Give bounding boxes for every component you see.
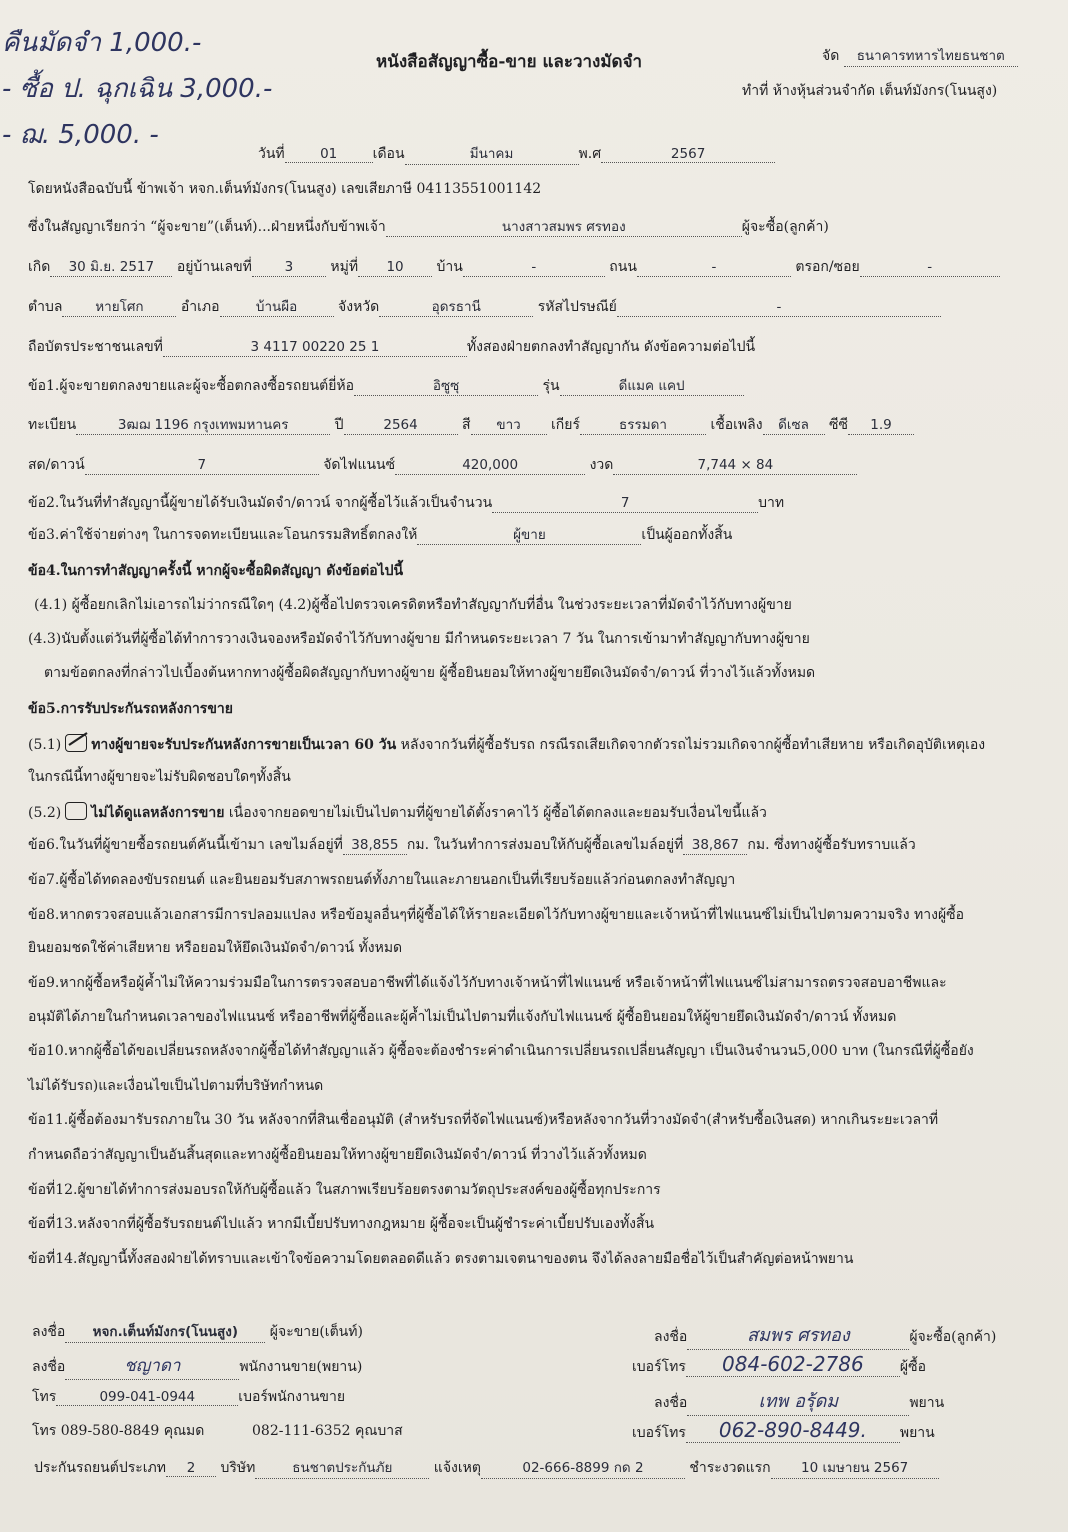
insurance-line xyxy=(34,1456,939,1479)
buyer-role: ผู้จะซื้อ(ลูกค้า) xyxy=(909,1329,997,1345)
clause-14: ข้อที่14.สัญญานี้ทั้งสองฝ่ายได้ทราบและเข้าใจข้อความโดยตลอดดีแล้ว ตรงตามเจตนาของตน จึงได้ลงลายมือชื่อไว้เป็นสำคัญต่อหน้าพยาน xyxy=(28,1251,854,1267)
postcode-value: - xyxy=(617,298,941,317)
finance-value: 420,000 xyxy=(395,456,585,475)
sales-signature: ชญาดา xyxy=(65,1352,239,1380)
seller-name: หจก.เต็นท์มังกร(โนนสูง) xyxy=(65,1320,265,1343)
clause-5-1 xyxy=(28,734,1048,754)
issuer-line xyxy=(822,44,1018,67)
document-title: หนังสือสัญญาซื้อ-ขาย และวางมัดจำ xyxy=(376,52,643,72)
clause-5-title: ข้อ5.การรับประกันรถหลังการขาย xyxy=(28,701,233,717)
sales-signature-line xyxy=(32,1352,362,1380)
car-cc: 1.9 xyxy=(848,416,914,435)
first-payment-label: ชำระงวดแรก xyxy=(689,1460,771,1476)
clause-5-2-text: เนื่องจากยอดขายไม่เป็นไปตามที่ผู้ขายได้ตั้งราคาไว้ ผู้ซื้อได้ตกลงและยอมรับเงื่อนไขนี้แล้ว xyxy=(228,805,767,821)
margin-note-refund: คืนมัดจำ 1,000.- xyxy=(2,28,202,58)
buyer-signature: สมพร ศรทอง xyxy=(687,1320,909,1350)
buyer-sign-label: ลงชื่อ xyxy=(654,1329,688,1345)
insurance-type-label: ประกันรถยนต์ประเภท xyxy=(34,1460,167,1476)
insurance-company-label: บริษัท xyxy=(220,1460,256,1476)
witness-tel-label: เบอร์โทร xyxy=(632,1425,686,1441)
clause-6-text-b: กม. ในวันทำการส่งมอบให้กับผู้ซื้อเลขไมล์อยู่ที่ xyxy=(406,837,684,853)
clause-8b: ยินยอมชดใช้ค่าเสียหาย หรือยอมให้ยึดเงินมัดจำ/ดาวน์ ทั้งหมด xyxy=(28,940,403,956)
clause-3-line xyxy=(28,526,1048,545)
id-card-line xyxy=(28,338,1048,357)
witness-role: พยาน xyxy=(909,1395,945,1411)
intro-line: โดยหนังสือฉบับนี้ ข้าพเจ้า หจก.เต็นท์มังกร(โนนสูง) เลขเสียภาษี 0411355100114​2 xyxy=(28,181,542,197)
id-value: 3 4117 00220 25 1 xyxy=(163,338,467,357)
sales-tel: 099-041-0944 xyxy=(56,1389,238,1406)
clause-1-label: ข้อ1.ผู้จะขายตกลงขายและผู้จะซื้อตกลงซื้อรถยนต์ยี่ห้อ xyxy=(28,378,355,394)
gear-label: เกียร์ xyxy=(551,417,580,433)
witness-tel-role: พยาน xyxy=(899,1425,935,1441)
clause-5-1b: ในกรณีนี้ทางผู้ขายจะไม่รับผิดชอบใดๆทั้งสิ้น xyxy=(28,769,291,785)
clause-8a: ข้อ8.หากตรวจสอบแล้วเอกสารมีการปลอมแปลง หรือข้อมูลอื่นๆที่ผู้ซื้อได้ให้รายละเอียดไว้กับทางผู้ขายและเจ้าหน้าที่ไฟแนนซ์ไม่เป็นไปตามความจริง ทางผู้ซื้อ xyxy=(28,907,965,923)
clause-10a: ข้อ10.หากผู้ซื้อได้ขอเปลี่ยนรถหลังจากผู้ซื้อได้ทำสัญญาแล้ว ผู้ซื้อจะต้องชำระค่าดำเนินการเปลี่ยนรถเปลี่ยนสัญญา เป็นเงินจำนวน5,000 บาท (ในกรณีที่ผู้ซื้อยัง xyxy=(28,1043,974,1059)
date-line xyxy=(258,142,775,165)
first-payment-date: 10 เมษายน 2567 xyxy=(771,1456,939,1479)
buyer-tel-line xyxy=(632,1352,926,1378)
clause-3-label: ข้อ3.ค่าใช้จ่ายต่างๆ ในการจดทะเบียนและโอนกรรมสิทธิ์ตกลงให้ xyxy=(28,527,418,543)
mileage-out: 38,867 xyxy=(683,836,747,855)
issuer-value: ธนาคารทหารไทยธนชาต xyxy=(844,44,1018,67)
clause-4-1: (4.1) ผู้ซื้อยกเลิกไม่เอารถไม่ว่ากรณีใดๆ (4.2)ผู้ซื้อไปตรวจเครดิตหรือทำสัญญากับที่อื่น ในช่วงระยะเวลาที่มัดจำไว้กับทางผู้ขาย xyxy=(34,597,792,613)
month-value: มีนาคม xyxy=(405,142,579,165)
clause-5-2-bold: ไม่ได้ดูแลหลังการขาย xyxy=(91,805,225,821)
cc-label: ซีซี xyxy=(829,417,849,433)
clause-10b: ไม่ได้รับรถ)และเงื่อนไขเป็นไปตามที่บริษัทกำหนด xyxy=(28,1078,324,1094)
witness-signature-line xyxy=(654,1386,944,1416)
clause-3-suffix: เป็นผู้ออกทั้งสิ้น xyxy=(641,527,733,543)
car-gear: ธรรมดา xyxy=(580,416,706,435)
buyer-signature-line xyxy=(654,1320,996,1350)
place-of-signing: ทำที่ ห้างหุ้นส่วนจำกัด เต็นท์มังกร(โนนสูง) xyxy=(742,83,998,99)
registration-label: ทะเบียน xyxy=(28,417,77,433)
day-value: 01 xyxy=(285,146,373,163)
installment-label: งวด xyxy=(589,457,614,473)
road-value: - xyxy=(637,258,791,277)
clause-2-label: ข้อ2.ในวันที่ทำสัญญานี้ผู้ขายได้รับเงินมัดจำ/ดาวน์ จากผู้ซื้อไว้แล้วเป็นจำนวน xyxy=(28,495,493,511)
clause-6-text-a: ข้อ6.ในวันที่ผู้ขายซื้อรถยนต์คันนี้เข้ามา เลขไมล์อยู่ที่ xyxy=(28,837,343,853)
province-value: อุดรธานี xyxy=(379,298,533,317)
color-label: สี xyxy=(462,417,471,433)
car-year-label: ปี xyxy=(334,417,344,433)
clause-11b: กำหนดถือว่าสัญญาเป็นอันสิ้นสุดและทางผู้ซื้อยินยอมให้ทางผู้ขายยึดเงินมัดจำ/ดาวน์ ที่วางไว้แล้วทั้งหมด xyxy=(28,1147,647,1163)
day-label: วันที่ xyxy=(258,146,285,162)
issuer-label: จัด xyxy=(822,48,840,64)
margin-note-insurance: - ซื้อ ป. ฉุกเฉิน 3,000.- xyxy=(2,74,273,104)
year-label: พ.ศ xyxy=(578,146,602,162)
claim-tel: 02-666-8899 กด 2 xyxy=(481,1456,685,1479)
clause-2-unit: บาท xyxy=(758,495,785,511)
birth-label: เกิด xyxy=(28,259,51,275)
buyer-address-line xyxy=(28,258,1048,277)
registration-value: 3ฒฌ 1196 กรุงเทพมหานคร xyxy=(76,416,330,435)
installment-value: 7,744 × 84 xyxy=(613,456,857,475)
sales-tel-line xyxy=(32,1386,345,1408)
clause-4-title: ข้อ4.ในการทำสัญญาครั้งนี้ หากผู้จะซื้อผิดสัญญา ดังข้อต่อไปนี้ xyxy=(28,563,404,579)
contact-1: โทร 089-580-8849 คุณมด xyxy=(32,1423,205,1439)
clause-1-line xyxy=(28,377,1048,396)
buyer-district-line xyxy=(28,298,1048,317)
sales-tel-label: โทร xyxy=(32,1389,57,1405)
tambon-value: หายโศก xyxy=(62,298,176,317)
witness-tel-line xyxy=(632,1418,935,1444)
contact-2: 082-111-6352 คุณบาส xyxy=(252,1423,403,1439)
margin-note-fee: - ฌ. 5,000. - xyxy=(2,120,159,150)
clause-2-line xyxy=(28,494,1048,513)
clause-7: ข้อ7.ผู้ซื้อได้ทดลองขับรถยนต์ และยินยอมรับสภาพรถยนต์ทั้งภายในและภายนอกเป็นที่เรียบร้อยแล้วก่อนตกลงทำสัญญา xyxy=(28,872,736,888)
sales-sign-label: ลงชื่อ xyxy=(32,1359,66,1375)
car-year: 2564 xyxy=(344,416,458,435)
car-fuel: ดีเซล xyxy=(763,416,825,435)
buyer-tel-label: เบอร์โทร xyxy=(632,1359,686,1375)
moo-value: 10 xyxy=(358,258,432,277)
moo-label: หมู่ที่ xyxy=(330,259,359,275)
fuel-label: เชื้อเพลิง xyxy=(710,417,763,433)
insurance-company: ธนชาตประกันภัย xyxy=(255,1456,429,1479)
tambon-label: ตำบล xyxy=(28,299,63,315)
seller-signature-line xyxy=(32,1320,363,1343)
seller-sign-label: ลงชื่อ xyxy=(32,1324,66,1340)
id-suffix: ทั้งสองฝ่ายตกลงทำสัญญากัน ดังข้อความต่อไปนี้ xyxy=(466,339,756,355)
model-label: รุ่น xyxy=(542,378,560,394)
clause-6 xyxy=(28,836,1048,855)
clause-5-1-bold: ทางผู้ขายจะรับประกันหลังการขายเป็นเวลา 60 วัน xyxy=(91,737,397,753)
clause-13: ข้อที่13.หลังจากที่ผู้ซื้อรับรถยนต์ไปแล้ว หากมีเบี้ยปรับทางกฎหมาย ผู้ซื้อจะเป็นผู้ชำระค่าเบี้ยปรับเองทั้งสิ้น xyxy=(28,1216,655,1232)
clause-11a: ข้อ11.ผู้ซื้อต้องมารับรถภายใน 30 วัน หลังจากที่สินเชื่ออนุมัติ (สำหรับรถที่จัดไฟแนนซ์)หรือหลังจากวันที่วางมัดจำ(สำหรับซื้อเงินสด) หากเกินระยะเวลาที่ xyxy=(28,1112,939,1128)
clause-2-amount: 7 xyxy=(492,494,758,513)
year-value: 2567 xyxy=(601,146,775,163)
car-registration-line xyxy=(28,416,1048,435)
province-label: จังหวัด xyxy=(338,299,380,315)
clause-9a: ข้อ9.หากผู้ซื้อหรือผู้ค้ำไม่ให้ความร่วมมือในการตรวจสอบอาชีพที่ได้แจ้งไว้กับทางเจ้าหน้าที่ไฟแนนซ์ หรือเจ้าหน้าที่ไฟแนนซ์ไม่สามารถตรวจสอบอาชีพและ xyxy=(28,975,947,991)
sales-tel-role: เบอร์พนักงานขาย xyxy=(238,1389,346,1405)
clause-6-text-c: กม. ซึ่งทางผู้ซื้อรับทราบแล้ว xyxy=(747,837,916,853)
witness-tel: 062-890-8449. xyxy=(686,1418,900,1443)
village-label: บ้าน xyxy=(436,259,463,275)
clause-4-3a: (4.3)นับตั้งแต่วันที่ผู้ซื้อได้ทำการวางเงินจองหรือมัดจำไว้กับทางผู้ขาย มีกำหนดระยะเวลา 7 วัน ในการเข้ามาทำสัญญากับทางผู้ขาย xyxy=(28,631,810,647)
buyer-prefix: ซึ่งในสัญญาเรียกว่า “ผู้จะขาย”(เต็นท์)...ฝ่ายหนึ่งกับข้าพเจ้า xyxy=(28,219,386,235)
insurance-type: 2 xyxy=(166,1460,216,1477)
down-label: สด/ดาวน์ xyxy=(28,457,85,473)
clause-3-value: ผู้ขาย xyxy=(417,526,641,545)
sales-role: พนักงานขาย(พยาน) xyxy=(239,1359,363,1375)
witness-sign-label: ลงชื่อ xyxy=(654,1395,688,1411)
birth-value: 30 มิ.ย. 2517 xyxy=(50,258,172,277)
claim-label: แจ้งเหตุ xyxy=(433,1460,481,1476)
car-color: ขาว xyxy=(471,416,547,435)
buyer-name: นางสาวสมพร ศรทอง xyxy=(386,218,742,237)
clause-5-1-checkbox[interactable] xyxy=(65,734,87,752)
village-value: - xyxy=(463,258,605,277)
clause-12: ข้อที่12.ผู้ขายได้ทำการส่งมอบรถให้กับผู้ซื้อแล้ว ในสภาพเรียบร้อยตรงตามวัตถุประสงค์ของผู้ซื้อทุกประการ xyxy=(28,1182,661,1198)
postcode-label: รหัสไปรษณีย์ xyxy=(537,299,617,315)
clause-4-3b: ตามข้อตกลงที่กล่าวไปเบื้องต้นหากทางผู้ซื้อผิดสัญญากับทางผู้ขาย ผู้ซื้อยินยอมให้ทางผู้ขายยึดเงินมัดจำ/ดาวน์ ที่วางไว้แล้วทั้งหมด xyxy=(44,665,816,681)
soi-value: - xyxy=(860,258,1000,277)
mileage-in: 38,855 xyxy=(343,836,407,855)
clause-5-2-checkbox[interactable] xyxy=(65,802,87,820)
clause-5-1-text: หลังจากวันที่ผู้ซื้อรับรถ กรณีรถเสียเกิดจากตัวรถไม่รวมเกิดจากผู้ซื้อทำเสียหาย หรือเกิดอุบัติเหตุเอง xyxy=(400,737,986,753)
checkmark-icon xyxy=(67,730,89,752)
soi-label: ตรอก/ซอย xyxy=(795,259,860,275)
buyer-name-line xyxy=(28,218,1048,237)
id-label: ถือบัตรประชาชนเลขที่ xyxy=(28,339,163,355)
house-value: 3 xyxy=(252,258,326,277)
down-value: 7 xyxy=(85,456,319,475)
car-model: ดีแมค แคป xyxy=(560,377,744,396)
clause-5-1-number: (5.1) xyxy=(28,737,62,753)
amphoe-label: อำเภอ xyxy=(180,299,220,315)
clause-9b: อนุมัติได้ภายในกำหนดเวลาของไฟแนนซ์ หรืออาชีพที่ผู้ซื้อและผู้ค้ำไม่เป็นไปตามที่แจ้งกับไฟแนนซ์ ผู้ซื้อยินยอมให้ผู้ขายยึดเงินมัดจำ/ดาวน์ ทั้งหมด xyxy=(28,1009,897,1025)
buyer-role: ผู้จะซื้อ(ลูกค้า) xyxy=(741,219,829,235)
road-label: ถนน xyxy=(609,259,637,275)
finance-line xyxy=(28,456,1048,475)
amphoe-value: บ้านผือ xyxy=(220,298,334,317)
buyer-tel-role: ผู้ซื้อ xyxy=(899,1359,926,1375)
buyer-tel: 084-602-2786 xyxy=(686,1352,900,1377)
finance-label: จัดไฟแนนซ์ xyxy=(323,457,396,473)
month-label: เดือน xyxy=(372,146,405,162)
car-brand: อิซูซุ xyxy=(354,377,538,396)
witness-signature: เทพ อรุ้ดม xyxy=(687,1386,909,1416)
house-label: อยู่บ้านเลขที่ xyxy=(176,259,252,275)
clause-5-2-number: (5.2) xyxy=(28,805,62,821)
clause-5-2 xyxy=(28,802,1048,822)
seller-role: ผู้จะขาย(เต็นท์) xyxy=(269,1324,363,1340)
